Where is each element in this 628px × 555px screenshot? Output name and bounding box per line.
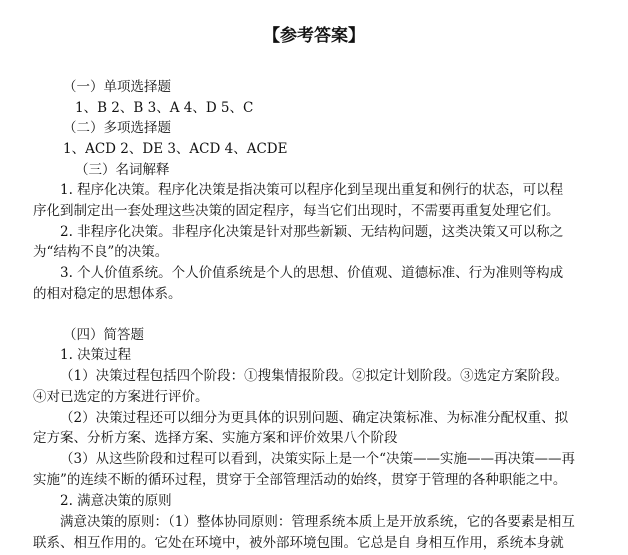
section-2-heading: （二）多项选择题: [63, 120, 171, 136]
term-3-line-1: 3. 个人价值系统。个人价值系统是个人的思想、价值观、道德标准、行为准则等构成: [60, 265, 564, 281]
term-3-line-2: 的相对稳定的思想体系。: [33, 286, 182, 302]
term-2-line-2: 为“结构不良”的决策。: [33, 244, 169, 260]
q1-para-3-line-1: （3）从这些阶段和过程可以看到，决策实际上是一个“决策——实施——再决策——再: [60, 451, 575, 467]
q2-line-2: 联系、相互作用的。它处在环境中，被外部环境包围。它总是自 身相互作用，系统本身就: [33, 535, 564, 551]
question-2-title: 2. 满意决策的原则: [60, 493, 172, 509]
section-1-answers: 1、B 2、B 3、A 4、D 5、C: [75, 100, 254, 116]
term-1-line-1: 1. 程序化决策。程序化决策是指决策可以程序化到呈现出重复和例行的状态，可以程: [60, 182, 564, 198]
page-title: 【参考答案】: [263, 26, 365, 46]
q1-para-2-line-1: （2）决策过程还可以细分为更具体的识别问题、确定决策标准、为标准分配权重、拟: [60, 410, 569, 426]
section-1-heading: （一）单项选择题: [63, 79, 171, 95]
section-2-answers: 1、ACD 2、DE 3、ACD 4、ACDE: [63, 141, 288, 157]
q1-para-1-line-2: ④对已选定的方案进行评价。: [33, 389, 209, 405]
term-2-line-1: 2. 非程序化决策。非程序化决策是针对那些新颖、无结构问题，这类决策又可以称之: [60, 224, 564, 240]
q1-para-1-line-1: （1）决策过程包括四个阶段：①搜集情报阶段。②拟定计划阶段。③选定方案阶段。: [60, 368, 569, 384]
term-1-line-2: 序化到制定出一套处理这些决策的固定程序，每当它们出现时，不需要再重复处理它们。: [33, 203, 560, 219]
q1-para-3-line-2: 实施”的连续不断的循环过程，贯穿于全部管理活动的始终，贯穿于管理的各种职能之中。: [33, 472, 567, 488]
question-1-title: 1. 决策过程: [60, 347, 132, 363]
section-4-heading: （四）简答题: [63, 327, 144, 343]
q1-para-2-line-2: 定方案、分析方案、选择方案、实施方案和评价效果八个阶段: [33, 430, 398, 446]
section-3-heading: （三）名词解释: [75, 162, 170, 178]
q2-line-1: 满意决策的原则：（1）整体协同原则：管理系统本质上是开放系统，它的各要素是相互: [60, 514, 575, 530]
